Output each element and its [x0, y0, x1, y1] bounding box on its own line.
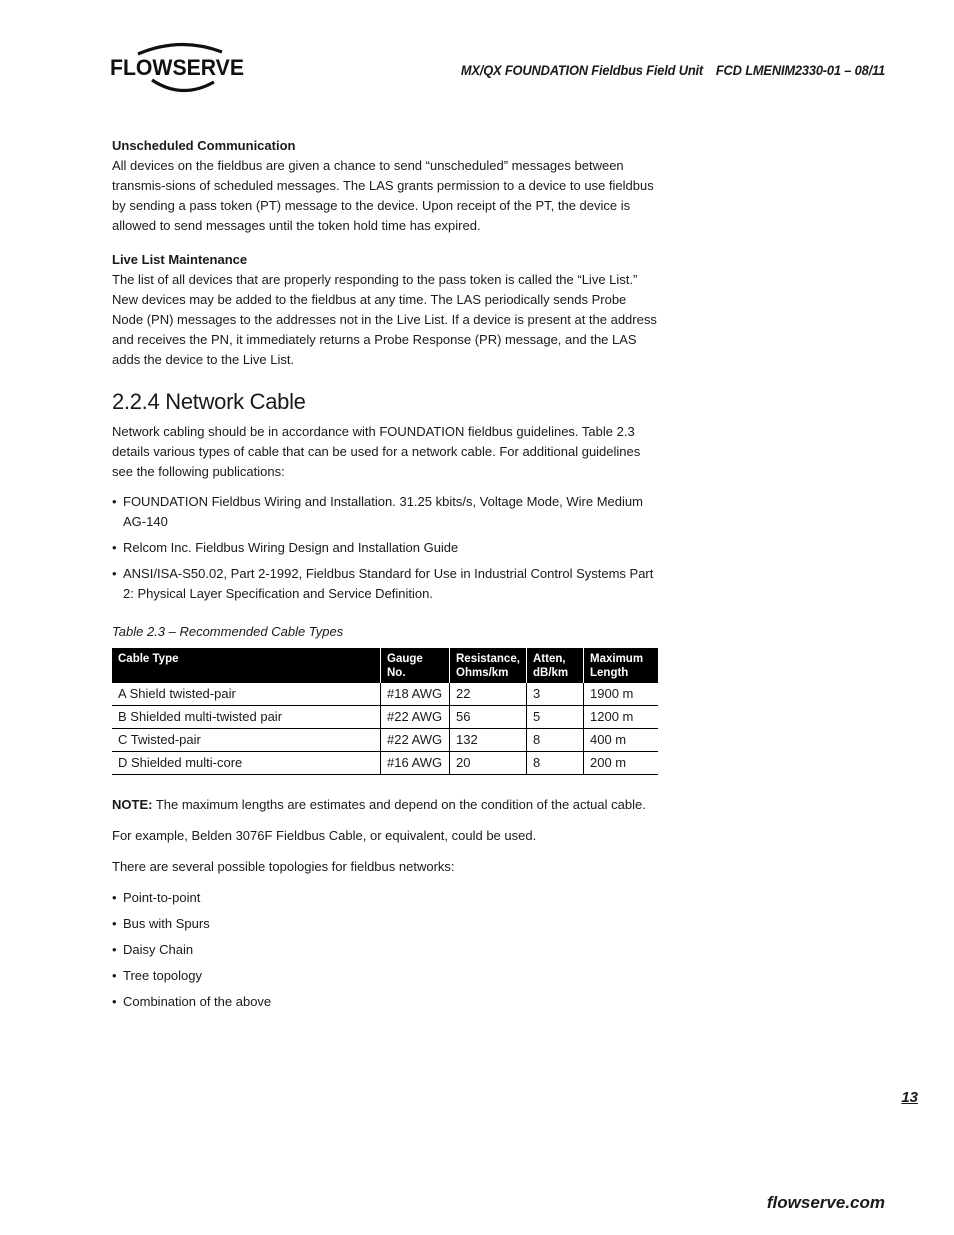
list-item: • Daisy Chain	[112, 940, 660, 960]
table-caption: Table 2.3 – Recommended Cable Types	[112, 624, 344, 639]
table-cell: 1900 m	[584, 683, 659, 706]
doc-title: MX/QX FOUNDATION Fieldbus Field Unit	[460, 62, 703, 78]
table-cell: C Twisted-pair	[112, 729, 381, 752]
flowserve-logo	[110, 42, 250, 94]
doc-code: FCD LMENIM2330-01 – 08/11	[715, 62, 885, 78]
page-number: 13	[901, 1089, 918, 1106]
live-list-heading: Live List Maintenance	[112, 252, 248, 267]
table-cell: D Shielded multi-core	[112, 752, 381, 775]
note-text: The maximum lengths are estimates and depend on the condition of the actual cable.	[152, 797, 646, 812]
network-cable-intro: Network cabling should be in accordance with FOUNDATION fieldbus guidelines. Table 2.3 details various types of cable that can be used for a network cable. For additional guidelines see the following publications:	[112, 424, 641, 479]
list-item: • Relcom Inc. Fieldbus Wiring Design and Installation Guide	[112, 538, 660, 558]
column-header-atten: Atten, dB/km	[527, 648, 584, 683]
footer-url: flowserve.com	[766, 1193, 885, 1212]
publications-list	[112, 492, 660, 604]
table-cell: B Shielded multi-twisted pair	[112, 706, 381, 729]
table-cell: 132	[450, 729, 527, 752]
cable-types-table	[112, 648, 658, 775]
live-list-body: The list of all devices that are properly responding to the pass token is called the “Live List.” New devices may be added to the fieldbus at any time. The LAS periodically sends Probe Node (PN) messages to the addresses not in the Live List. If a device is present at the address and receives the PN, it immediately returns a Probe Response (PR) message, and the LAS adds the device to the Live List.	[112, 272, 657, 367]
table-cell: 1200 m	[584, 706, 659, 729]
table-cell: A Shield twisted-pair	[112, 683, 381, 706]
section-title: 2.2.4 Network Cable	[112, 389, 306, 414]
column-header-max-length: Maximum Length	[584, 648, 659, 683]
list-item: • FOUNDATION Fieldbus Wiring and Installation. 31.25 kbits/s, Voltage Mode, Wire Medium AG-140	[112, 492, 660, 532]
note-paragraph	[112, 795, 660, 815]
table-cell: 20	[450, 752, 527, 775]
list-item: • Combination of the above	[112, 992, 660, 1012]
table-cell: #22 AWG	[381, 706, 450, 729]
table-cell: 400 m	[584, 729, 659, 752]
unscheduled-body: All devices on the fieldbus are given a chance to send “unscheduled” messages between transmis-sions of scheduled messages. The LAS grants permission to a device to use fieldbus by sending a pass token (PT) message to the device. Upon receipt of the PT, the device is allowed to send messages until the token hold time has expired.	[112, 158, 654, 233]
table-row	[112, 752, 658, 775]
topologies-list	[112, 888, 660, 1012]
table-cell: #16 AWG	[381, 752, 450, 775]
notes-block	[112, 795, 660, 877]
table-cell: 200 m	[584, 752, 659, 775]
column-header-gauge: Gauge No.	[381, 648, 450, 683]
table-row	[112, 706, 658, 729]
column-header-resistance: Resistance, Ohms/km	[450, 648, 527, 683]
list-item: • Point-to-point	[112, 888, 660, 908]
table-cell: 8	[527, 729, 584, 752]
table-header-row	[112, 648, 658, 683]
note-label: NOTE:	[112, 797, 153, 812]
table-cell: 3	[527, 683, 584, 706]
logo-text: FLOWSERVE	[110, 55, 244, 80]
table-row	[112, 729, 658, 752]
list-item: • Tree topology	[112, 966, 660, 986]
list-item: • ANSI/ISA-S50.02, Part 2-1992, Fieldbus Standard for Use in Industrial Control Systems Part 2: Physical Layer Specification and Service Definition.	[112, 564, 660, 604]
column-header-cable-type: Cable Type	[112, 648, 381, 683]
list-item: • Bus with Spurs	[112, 914, 660, 934]
topologies-intro: There are several possible topologies for fieldbus networks:	[112, 859, 455, 874]
running-header	[434, 62, 885, 78]
table-cell: #22 AWG	[381, 729, 450, 752]
table-cell: 56	[450, 706, 527, 729]
table-cell: 5	[527, 706, 584, 729]
table-row	[112, 683, 658, 706]
table-cell: #18 AWG	[381, 683, 450, 706]
table-cell: 8	[527, 752, 584, 775]
main-content	[112, 136, 660, 1018]
example-paragraph: For example, Belden 3076F Fieldbus Cable, or equivalent, could be used.	[112, 828, 537, 843]
unscheduled-heading: Unscheduled Communication	[112, 138, 296, 153]
table-cell: 22	[450, 683, 527, 706]
